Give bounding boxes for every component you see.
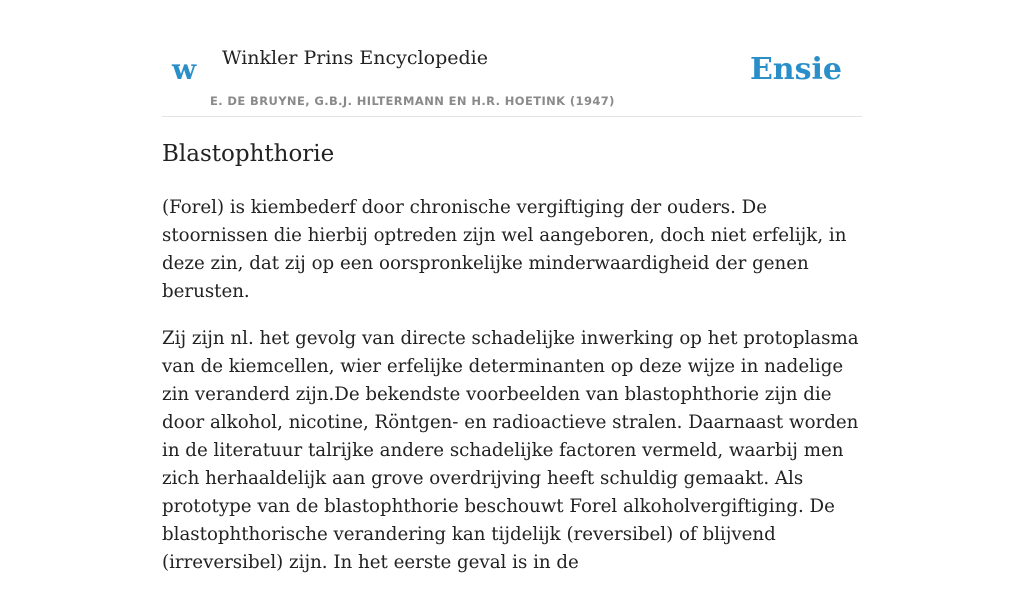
ensie-brand-logo[interactable]: Ensie <box>749 52 842 87</box>
source-header <box>162 0 862 117</box>
source-title-link[interactable]: Winkler Prins Encyclopedie <box>222 47 488 69</box>
source-authors: E. DE BRUYNE, G.B.J. HILTERMANN EN H.R. HOETINK (1947) <box>210 94 615 108</box>
article-title: Blastophthorie <box>162 141 335 167</box>
article-paragraph: Zij zijn nl. het gevolg van directe schadelijke inwerking op het protoplasma van de kiemcellen, wier erfelijke determinanten op deze wijze in nadelige zin veranderd zijn.De bekendste voorbeelden van blastophthorie zijn die door alkohol, nicotine, Röntgen- en radioactieve stralen. Daarnaast worden in de literatuur talrijke andere schadelijke factoren vermeld, waarbij men zich herhaaldelijk aan grove overdrijving heeft schuldig gemaakt. Als prototype van de blastophthorie beschouwt Forel alkoholvergiftiging. De blastophthorische verandering kan tijdelijk (reversibel) of blijvend (irreversibel) zijn. In het eerste geval is in de <box>162 328 859 573</box>
article-paragraph: (Forel) is kiembederf door chronische vergiftiging der ouders. De stoornissen die hierbij optreden zijn wel aangeboren, doch niet erfelijk, in deze zin, dat zij op een oorspronkelijke minderwaardigheid der genen berusten. <box>162 197 847 302</box>
article-content <box>162 136 866 596</box>
winkler-prins-logo[interactable]: w <box>172 53 197 86</box>
